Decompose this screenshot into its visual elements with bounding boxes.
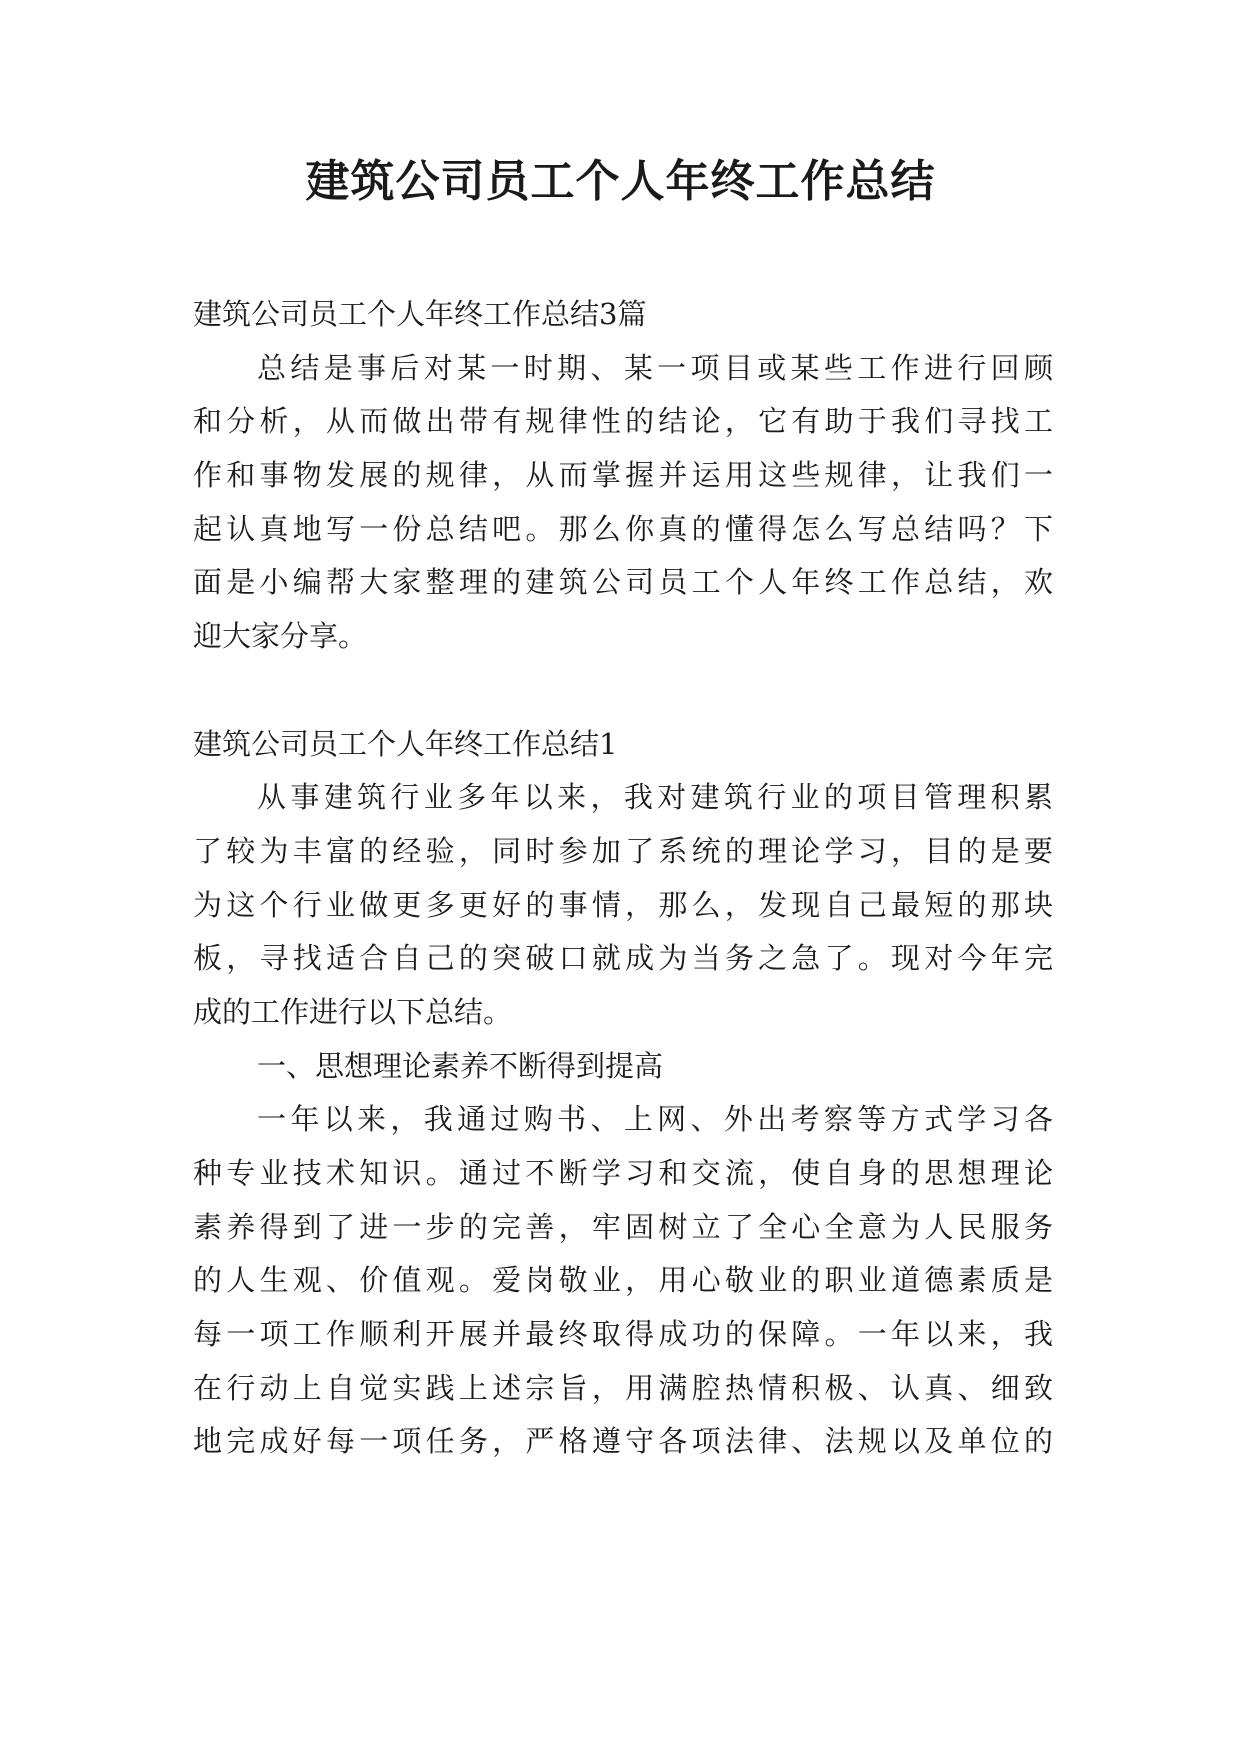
document-subtitle: 建筑公司员工个人年终工作总结3篇 bbox=[193, 297, 647, 331]
paragraph-line: 素养得到了进一步的完善，牢固树立了全心全意为人民服务 bbox=[193, 1209, 1053, 1244]
paragraph-line: 在行动上自觉实践上述宗旨，用满腔热情积极、认真、细致 bbox=[193, 1370, 1053, 1405]
intro-line: 起认真地写一份总结吧。那么你真的懂得怎么写总结吗？下 bbox=[193, 511, 1053, 546]
paragraph-line: 每一项工作顺利开展并最终取得成功的保障。一年以来，我 bbox=[193, 1317, 1053, 1352]
section-heading: 建筑公司员工个人年终工作总结1 bbox=[193, 726, 618, 761]
paragraph-line: 一年以来，我通过购书、上网、外出考察等方式学习各 bbox=[257, 1102, 1053, 1137]
blank-line bbox=[193, 664, 1053, 718]
paragraph-line: 板，寻找适合自己的突破口就成为当务之急了。现对今年完 bbox=[193, 941, 1053, 976]
paragraph-line: 地完成好每一项任务，严格遵守各项法律、法规以及单位的 bbox=[193, 1424, 1053, 1459]
document-body bbox=[193, 288, 1053, 1469]
intro-line: 迎大家分享。 bbox=[193, 619, 368, 654]
intro-line: 和分析，从而做出带有规律性的结论，它有助于我们寻找工 bbox=[193, 404, 1053, 439]
paragraph-line: 成的工作进行以下总结。 bbox=[193, 994, 513, 1029]
intro-line: 面是小编帮大家整理的建筑公司员工个人年终工作总结，欢 bbox=[193, 565, 1053, 600]
paragraph-line: 从事建筑行业多年以来，我对建筑行业的项目管理积累 bbox=[257, 780, 1053, 815]
intro-line: 作和事物发展的规律，从而掌握并运用这些规律，让我们一 bbox=[193, 458, 1053, 493]
paragraph-line: 了较为丰富的经验，同时参加了系统的理论学习，目的是要 bbox=[193, 833, 1053, 868]
paragraph-line: 为这个行业做更多更好的事情，那么，发现自己最短的那块 bbox=[193, 887, 1053, 922]
paragraph-line: 的人生观、价值观。爱岗敬业，用心敬业的职业道德素质是 bbox=[193, 1263, 1053, 1298]
paragraph-line: 种专业技术知识。通过不断学习和交流，使自身的思想理论 bbox=[193, 1156, 1053, 1190]
section-subheading: 一、思想理论素养不断得到提高 bbox=[257, 1048, 664, 1083]
intro-line: 总结是事后对某一时期、某一项目或某些工作进行回顾 bbox=[257, 350, 1053, 385]
document-title: 建筑公司员工个人年终工作总结 bbox=[305, 156, 936, 207]
